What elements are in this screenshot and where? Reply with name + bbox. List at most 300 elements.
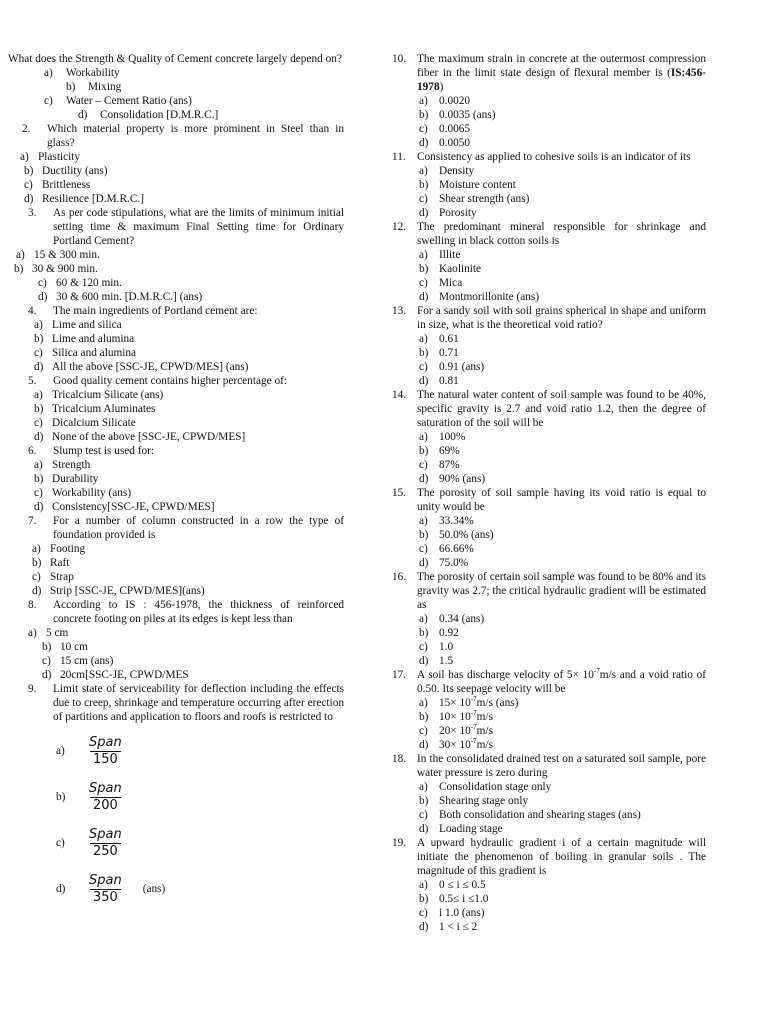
option-letter: b) — [419, 893, 429, 905]
option-letter: b) — [24, 165, 34, 177]
option-text-part: 87% — [439, 459, 460, 471]
option-letter: d) — [34, 501, 44, 513]
option-text-part: 66.66% — [439, 543, 474, 555]
option-text-after: m/s — [476, 739, 493, 751]
question-body — [53, 206, 344, 248]
option-letter: a) — [419, 781, 428, 793]
option-letter: b) — [419, 179, 429, 191]
option-letter: d) — [38, 291, 48, 303]
option-text-part: 0.61 — [439, 333, 459, 345]
option-row — [392, 248, 706, 262]
option-letter: c) — [419, 641, 428, 653]
fraction-numerator: Span — [89, 780, 122, 796]
option-row — [8, 346, 344, 360]
question-text — [392, 836, 706, 878]
option-text — [439, 262, 481, 276]
option-text-part: Mica — [439, 277, 463, 289]
option-text — [439, 794, 528, 808]
option-text-part: Brittleness — [42, 179, 91, 191]
option-text-part: Density — [439, 165, 475, 177]
option-text-part: Ductility (ans) — [42, 165, 108, 177]
question-text-part: The natural water content of soil sample was found to be 40%, specific gravity is 2.7 and void ratio 1.2, then the degree of saturation of the soil will be — [417, 389, 706, 429]
option-row — [8, 276, 344, 290]
option-text-part: 75.0% — [439, 557, 469, 569]
question-body — [417, 52, 706, 94]
option-row — [392, 654, 706, 668]
option-text — [88, 80, 121, 94]
option-text-after: m/s (ans) — [476, 697, 519, 709]
option-letter: c) — [419, 459, 428, 471]
option-letter: c) — [419, 123, 428, 135]
question-text — [392, 150, 706, 164]
option-text — [50, 556, 69, 570]
option-row — [392, 472, 706, 486]
option-text-part: 0.92 — [439, 627, 459, 639]
question-3. — [8, 206, 344, 304]
option-text — [439, 892, 488, 906]
question-text-part: Limit state of serviceability for deflection including the effects due to creep, shrinkage and temperature occurring after erection of partitions and application to floors and roofs is restricted to — [53, 683, 344, 723]
question-body — [417, 486, 706, 514]
option-letter: a) — [419, 165, 428, 177]
option-text-part: Strip [SSC-JE, CPWD/MES](ans) — [50, 585, 205, 597]
question-text-part: For a sandy soil with soil grains spherical in shape and uniform in size, what is the theoretical void ratio? — [417, 305, 706, 331]
option-text — [439, 178, 516, 192]
option-text-after: m/s — [476, 725, 493, 737]
option-row — [8, 388, 344, 402]
span-fraction — [86, 781, 125, 814]
option-text-part: 0 ≤ i ≤ 0.5 — [439, 879, 486, 891]
option-row — [392, 164, 706, 178]
question-text-part: The porosity of soil sample having its void ratio is equal to unity would be — [417, 487, 706, 513]
option-letter: c) — [38, 277, 47, 289]
fraction-denominator: 200 — [90, 797, 121, 814]
question-text — [392, 220, 706, 248]
option-text — [439, 626, 459, 640]
fraction-numerator: Span — [89, 734, 122, 750]
option-row — [8, 150, 344, 164]
option-letter: c) — [34, 417, 43, 429]
question-number: 4. — [28, 305, 37, 317]
option-text — [52, 486, 131, 500]
option-row — [392, 640, 706, 654]
option-text-part: 0.71 — [439, 347, 459, 359]
option-text — [50, 584, 205, 598]
question-text-part: According to IS : 456-1978, the thickness of reinforced concrete footing on piles at its edges is kept less than — [53, 599, 344, 625]
option-text-part: 30 & 900 min. — [32, 263, 98, 275]
option-text — [439, 640, 453, 654]
option-letter: a) — [419, 697, 428, 709]
question-body — [417, 752, 706, 780]
option-text — [439, 108, 495, 122]
option-letter: c) — [34, 487, 43, 499]
option-letter: b) — [419, 529, 429, 541]
option-text-part: All the above [SSC-JE, CPWD/MES] (ans) — [52, 361, 249, 373]
option-row — [392, 528, 706, 542]
option-row — [8, 430, 344, 444]
option-text-part: Strength — [52, 459, 91, 471]
question-16. — [392, 570, 706, 668]
question-body — [417, 668, 706, 696]
question-19. — [392, 836, 706, 934]
option-text-part: 33.34% — [439, 515, 474, 527]
option-row — [392, 780, 706, 794]
question-text — [392, 304, 706, 332]
question-number: 16. — [392, 571, 407, 583]
option-text-part: Workability (ans) — [52, 487, 132, 499]
option-text — [439, 472, 485, 486]
option-text-part: Shear strength (ans) — [439, 193, 530, 205]
option-text-part: Dicalcium Silicate — [52, 417, 136, 429]
option-text-part: Illite — [439, 249, 461, 261]
option-text — [439, 122, 470, 136]
option-row — [392, 262, 706, 276]
option-text-part: 1 < i ≤ 2 — [439, 921, 478, 933]
question-text — [8, 374, 344, 388]
option-text-part: 100% — [439, 431, 466, 443]
option-row — [392, 514, 706, 528]
option-text-part: 10× 10 — [439, 711, 471, 723]
option-letter: b) — [419, 445, 429, 457]
option-text — [52, 318, 122, 332]
question-14. — [392, 388, 706, 486]
question-body — [417, 304, 706, 332]
option-text — [60, 654, 113, 668]
option-letter: d) — [419, 655, 429, 667]
option-row — [8, 80, 344, 94]
question-number: 6. — [28, 445, 37, 457]
question-number: 9. — [28, 683, 37, 695]
option-text-part: Strap — [50, 571, 74, 583]
option-text — [52, 430, 245, 444]
option-text-part: 0.0050 — [439, 137, 471, 149]
option-row — [392, 556, 706, 570]
option-text-part: 15× 10 — [439, 697, 471, 709]
question-18. — [392, 752, 706, 836]
option-text — [439, 808, 641, 822]
question-body — [53, 304, 344, 318]
span-fraction — [86, 735, 125, 768]
option-row — [8, 332, 344, 346]
question-8. — [8, 598, 344, 682]
question-text-part: Good quality cement contains higher percentage of: — [53, 375, 288, 387]
option-text — [32, 262, 98, 276]
option-letter: a) — [56, 745, 65, 757]
option-text-part: Durability — [52, 473, 99, 485]
option-letter: b) — [66, 81, 76, 93]
fraction-numerator: Span — [89, 872, 122, 888]
question-body — [53, 374, 344, 388]
question-body — [417, 570, 706, 612]
option-row — [8, 360, 344, 374]
option-text-part: Both consolidation and shearing stages (ans) — [439, 809, 641, 821]
option-letter: b) — [56, 791, 66, 803]
option-text — [42, 178, 90, 192]
option-row — [392, 458, 706, 472]
option-text — [439, 94, 470, 108]
option-text-part: Raft — [50, 557, 70, 569]
option-row — [8, 290, 344, 304]
option-text — [439, 542, 474, 556]
option-text-part: 50.0% (ans) — [439, 529, 494, 541]
option-text — [439, 136, 470, 150]
option-letter: d) — [419, 291, 429, 303]
option-text-part: Footing — [50, 543, 86, 555]
option-row — [8, 178, 344, 192]
option-text-part: 30 & 600 min. [D.M.R.C.] (ans) — [56, 291, 203, 303]
option-text — [439, 276, 462, 290]
option-letter: d) — [419, 557, 429, 569]
option-row — [392, 290, 706, 304]
option-text — [56, 290, 202, 304]
question-body — [8, 52, 344, 66]
option-letter: d) — [34, 361, 44, 373]
option-letter: a) — [419, 613, 428, 625]
option-text — [52, 388, 163, 402]
option-text — [52, 458, 90, 472]
option-row — [392, 696, 706, 710]
option-text — [46, 626, 68, 640]
question-text — [8, 444, 344, 458]
question-text — [8, 682, 344, 724]
option-text-part: 0.34 (ans) — [439, 613, 485, 625]
option-row — [8, 318, 344, 332]
question-number: 15. — [392, 487, 407, 499]
option-text — [439, 878, 486, 892]
option-text — [52, 332, 134, 346]
option-text-part: Tricalcium Aluminates — [52, 403, 156, 415]
question-text — [392, 570, 706, 612]
option-letter: d) — [56, 883, 66, 895]
option-row — [392, 346, 706, 360]
option-text-part: Moisture content — [439, 179, 516, 191]
question-text-part: The maximum strain in concrete at the outermost compression fiber in the limit state design of flexural member is ( — [417, 53, 706, 79]
option-letter: d) — [34, 431, 44, 443]
option-text — [439, 920, 477, 934]
option-row — [8, 402, 344, 416]
left-column — [8, 52, 344, 912]
option-text — [439, 822, 503, 836]
option-letter: a) — [44, 67, 53, 79]
option-text-part: Loading stage — [439, 823, 503, 835]
question-superscript: -7 — [593, 667, 600, 676]
option-letter: a) — [419, 879, 428, 891]
option-row — [392, 444, 706, 458]
option-text — [66, 66, 120, 80]
question-text — [8, 514, 344, 542]
question-2. — [8, 122, 344, 206]
option-row — [8, 654, 344, 668]
option-letter: c) — [419, 907, 428, 919]
option-text — [42, 164, 108, 178]
option-letter: b) — [32, 557, 42, 569]
option-row — [8, 542, 344, 556]
option-row — [392, 808, 706, 822]
option-letter: a) — [419, 431, 428, 443]
question-number: 10. — [392, 53, 407, 65]
option-letter: b) — [419, 347, 429, 359]
option-letter: b) — [419, 263, 429, 275]
option-text — [439, 556, 468, 570]
option-row — [392, 920, 706, 934]
option-row — [392, 276, 706, 290]
question-bold-ref: IS:456-1978 — [417, 67, 706, 93]
option-letter: c) — [34, 347, 43, 359]
option-text — [60, 640, 88, 654]
option-text-part: None of the above [SSC-JE, CPWD/MES] — [52, 431, 246, 443]
question-number: 14. — [392, 389, 407, 401]
question-body — [417, 150, 706, 164]
option-text-part: 0.0020 — [439, 95, 471, 107]
question-body — [53, 682, 344, 724]
option-text — [42, 192, 144, 206]
option-letter: c) — [42, 655, 51, 667]
question-text-part: For a number of column constructed in a row the type of foundation provided is — [53, 515, 344, 541]
option-text — [50, 570, 74, 584]
question-text — [8, 304, 344, 318]
option-text — [439, 906, 485, 920]
option-row — [392, 374, 706, 388]
question-text — [8, 206, 344, 248]
question-text-part: The predominant mineral responsible for shrinkage and swelling in black cotton soils is — [417, 221, 706, 247]
option-letter: c) — [419, 193, 428, 205]
option-text — [50, 542, 85, 556]
option-text — [100, 108, 218, 122]
option-letter: b) — [34, 333, 44, 345]
option-row — [392, 192, 706, 206]
option-text-part: Mixing — [88, 81, 122, 93]
fraction-denominator: 350 — [90, 889, 121, 906]
question-text — [392, 52, 706, 94]
question-13. — [392, 304, 706, 388]
option-text-part: Plasticity — [38, 151, 81, 163]
option-row — [8, 262, 344, 276]
question-number: 19. — [392, 837, 407, 849]
option-row — [8, 458, 344, 472]
option-superscript: -7 — [470, 723, 477, 732]
question-text — [392, 668, 706, 696]
option-text-part: 15 cm (ans) — [60, 655, 114, 667]
question-10. — [392, 52, 706, 150]
option-text — [439, 192, 529, 206]
option-text — [439, 654, 453, 668]
fraction-denominator: 250 — [90, 843, 121, 860]
option-row — [8, 500, 344, 514]
option-letter: d) — [419, 375, 429, 387]
question-6. — [8, 444, 344, 514]
question-number: 17. — [392, 669, 407, 681]
question-text — [392, 388, 706, 430]
question-15. — [392, 486, 706, 570]
question-text-part: In the consolidated drained test on a saturated soil sample, pore water pressure is zero during — [417, 753, 706, 779]
option-text — [439, 360, 484, 374]
question-number: 7. — [28, 515, 37, 527]
option-letter: c) — [32, 571, 41, 583]
option-text-part: Consolidation [D.M.R.C.] — [100, 109, 219, 121]
option-text — [52, 360, 248, 374]
question-number: 8. — [28, 599, 37, 611]
option-text — [52, 416, 136, 430]
option-text-part: 90% (ans) — [439, 473, 486, 485]
option-row — [8, 108, 344, 122]
option-text — [60, 668, 189, 682]
option-row — [8, 640, 344, 654]
question-text-part: The porosity of certain soil sample was found to be 80% and its gravity was 2.7; the critical hydraulic gradient will be estimated as — [417, 571, 706, 611]
option-letter: c) — [419, 361, 428, 373]
option-letter: a) — [34, 389, 43, 401]
option-row — [8, 472, 344, 486]
option-text-part: Silica and alumina — [52, 347, 137, 359]
span-fraction — [86, 873, 125, 906]
option-letter: b) — [419, 109, 429, 121]
option-row — [392, 710, 706, 724]
span-fraction — [86, 827, 125, 860]
option-text-part: Lime and alumina — [52, 333, 135, 345]
option-row — [8, 66, 344, 80]
option-text-part: 60 & 120 min. — [56, 277, 122, 289]
option-letter: c) — [419, 277, 428, 289]
question-17. — [392, 668, 706, 752]
option-row — [8, 94, 344, 108]
option-text-part: 1.0 — [439, 641, 454, 653]
question-body — [417, 388, 706, 430]
question-number: 3. — [28, 207, 37, 219]
question-text-part: What does the Strength & Quality of Cement concrete largely depend on? — [8, 53, 342, 65]
question-body — [53, 598, 344, 626]
question-text-part: Consistency as applied to cohesive soils is an indicator of its — [417, 151, 691, 163]
question-7. — [8, 514, 344, 598]
question-number: 12. — [392, 221, 407, 233]
option-text — [439, 710, 493, 724]
question-9. — [8, 682, 344, 912]
fraction-option-row — [8, 820, 344, 866]
option-letter: b) — [34, 473, 44, 485]
option-row — [392, 206, 706, 220]
option-text — [439, 738, 493, 752]
option-letter: d) — [419, 473, 429, 485]
option-text — [34, 248, 100, 262]
option-text — [439, 430, 465, 444]
option-letter: d) — [32, 585, 42, 597]
question-text-after: ) — [439, 81, 444, 93]
option-row — [8, 416, 344, 430]
option-letter: a) — [419, 333, 428, 345]
option-letter: b) — [419, 627, 429, 639]
option-text — [52, 402, 155, 416]
option-letter: a) — [419, 95, 428, 107]
question-text-part: A soil has discharge velocity of 5× 10 — [417, 669, 594, 681]
option-text-part: Montmorillonite (ans) — [439, 291, 540, 303]
option-text-part: 0.0065 — [439, 123, 471, 135]
option-text-part: 5 cm — [46, 627, 69, 639]
question-text-part: A upward hydraulic gradient i of a certain magnitude will initiate the phenomenon of boiling in granular soils . The magnitude of this gradient is — [417, 837, 706, 877]
option-text — [439, 374, 459, 388]
option-letter: a) — [32, 543, 41, 555]
option-letter: a) — [34, 459, 43, 471]
option-text-part: Water – Cement Ratio (ans) — [66, 95, 192, 107]
question-body — [417, 836, 706, 878]
question-intro — [8, 52, 344, 122]
option-text — [52, 472, 98, 486]
question-body — [53, 444, 344, 458]
option-row — [392, 892, 706, 906]
question-number: 5. — [28, 375, 37, 387]
option-row — [392, 178, 706, 192]
fraction-option-row — [8, 774, 344, 820]
option-row — [8, 584, 344, 598]
option-row — [392, 136, 706, 150]
option-letter: d) — [419, 921, 429, 933]
option-text-part: 0.5≤ i ≤1.0 — [439, 893, 489, 905]
